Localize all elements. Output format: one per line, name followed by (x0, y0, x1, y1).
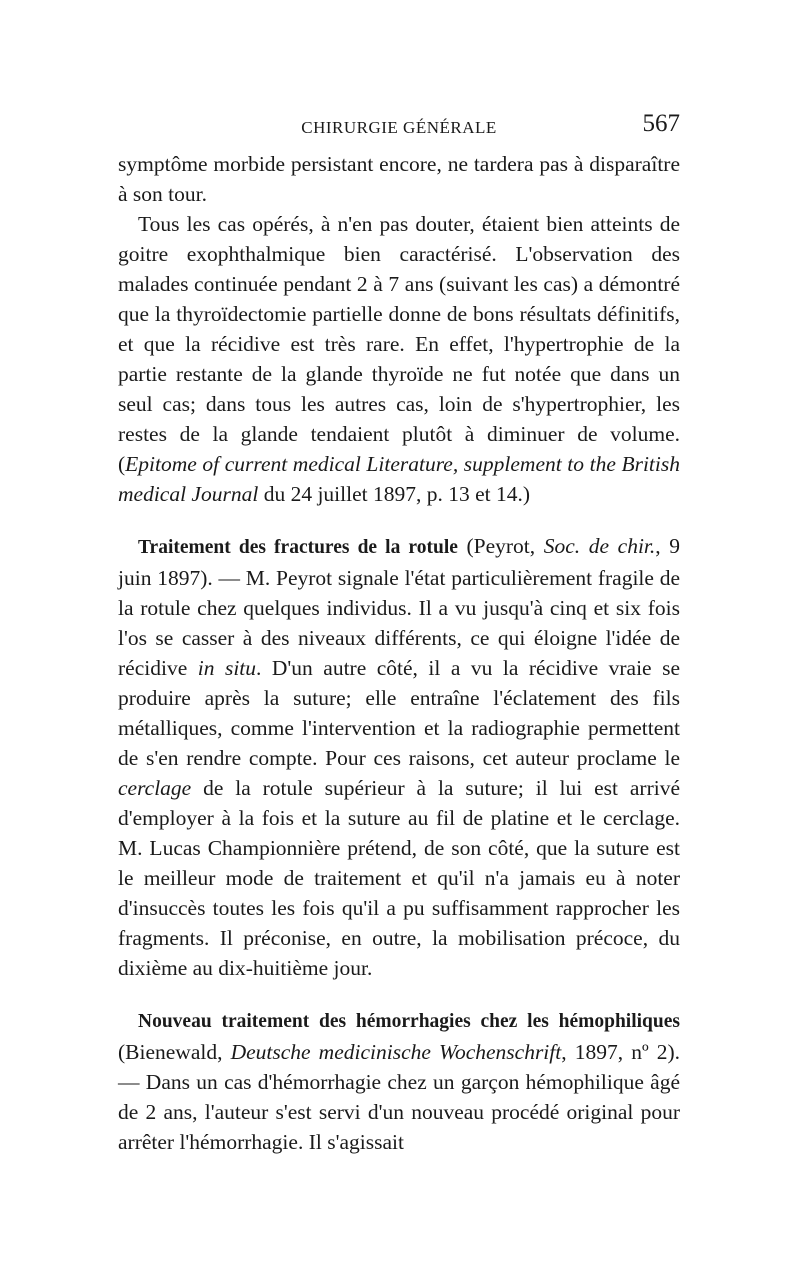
citation-source: Epitome of current medical Literature, supplement to the British medical Journal (118, 452, 680, 506)
citation-details: du 24 juillet 1897, p. 13 et 14.) (258, 482, 531, 506)
italic-term: in situ (197, 656, 257, 680)
section-text: de la rotule supérieur à la suture; il lui est arrivé d'employer à la fois et la suture au fil de platine et le cerclage. M. Lucas Championnière prétend, de son côté, que la suture est le meilleur mode de traitement et qu'il n'a jamais eu à noter d'insuccès toutes les fois qu'il a pu suffisamment rapprocher les fragments. Il préconise, en outre, la mobilisation précoce, du dixième au dix-huitième jour. (118, 776, 680, 980)
reference-author: (Bienewald, (118, 1040, 231, 1064)
section-heading: Nouveau traitement des hémorrhagies chez les hémophiliques (138, 1011, 680, 1032)
section-rotule (118, 531, 680, 983)
paragraph-continuation (118, 149, 680, 209)
italic-term: cerclage (118, 776, 192, 800)
paragraph-text: Tous les cas opérés, à n'en pas douter, étaient bien atteints de goitre exophthalmique bien caractérisé. L'observation des malades continuée pendant 2 à 7 ans (suivant les cas) a démontré que la thyroïdectomie partielle donne de bons résultats définitifs, et que la récidive est très rare. En effet, l'hypertrophie de la partie restante de la glande thyroïde ne fut notée que dans un seul cas; dans tous les autres cas, loin de s'hypertrophier, les restes de la glande tendaient plutôt à diminuer de volume. ( (118, 212, 680, 476)
reference-author: (Peyrot, (457, 534, 544, 558)
section-hemophilie (118, 1005, 680, 1157)
paragraph-text: symptôme morbide persistant encore, ne tardera pas à disparaître à son tour. (118, 152, 680, 206)
section-text: , 9 juin 1897). — M. Peyrot signale l'état particulièrement fragile de la rotule chez quelques individus. Il a vu jusqu'à cinq et six fois l'os se casser à des niveaux différents, ce qui éloigne l'idée de récidive (118, 534, 680, 680)
page-number: 567 (642, 110, 680, 137)
section-text: . D'un autre côté, il a vu la récidive vraie se produire après la suture; elle entraîne l'éclatement des fils métalliques, comme l'intervention et la radiographie permettent de s'en rendre compte. Pour ces raisons, cet auteur proclame le (118, 656, 680, 770)
paragraph-goitre (118, 209, 680, 509)
body-text (118, 149, 680, 1157)
running-head (118, 110, 680, 144)
section-heading: Traitement des fractures de la rotule (138, 537, 458, 558)
section-text: , 1897, nº 2). — Dans un cas d'hémorrhagie chez un garçon hémophilique âgé de 2 ans, l'auteur s'est servi d'un nouveau procédé original pour arrêter l'hémorrhagie. Il s'agissait (118, 1040, 680, 1154)
running-title: CHIRURGIE GÉNÉRALE (301, 118, 497, 137)
reference-journal: Soc. de chir. (543, 534, 656, 558)
reference-journal: Deutsche medicinische Wochenschrift (230, 1040, 562, 1064)
